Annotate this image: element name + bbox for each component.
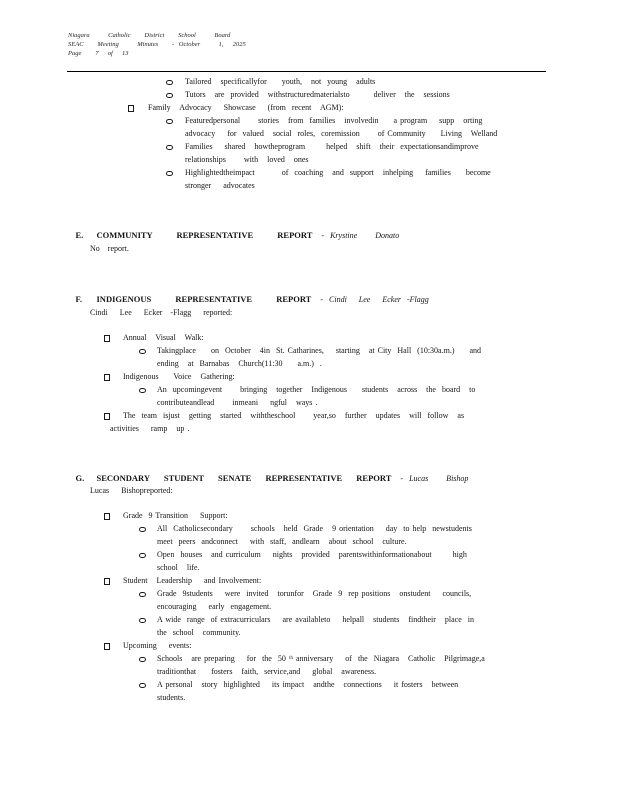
bullet-line <box>0 101 618 114</box>
bullet-line <box>0 331 618 344</box>
circle-bullet-icon <box>139 592 146 598</box>
list-text: Takingplace on October 4in St. Catharines, starting at City Hall (10:30a.m.) and <box>157 346 482 355</box>
list-text: meet peers andconnect with staff, andlearn about school culture. <box>157 537 407 546</box>
circle-bullet-icon <box>166 145 173 151</box>
sub-bullet-line <box>0 678 618 691</box>
circle-bullet-icon <box>166 119 173 125</box>
circle-bullet-icon <box>166 80 173 86</box>
section-letter: F. <box>75 294 83 304</box>
no-report-text: No report. <box>90 244 129 253</box>
page-header-line: Page 7 of 13 <box>68 50 129 57</box>
list-text: An upcomingevent bringing together Indigenous students across the board to <box>157 385 476 394</box>
list-text: activities ramp up . <box>110 424 190 433</box>
circle-bullet-icon <box>139 388 146 394</box>
section-heading-student-senate-report <box>0 459 618 483</box>
section-letter: G. <box>75 473 85 483</box>
bullet-line <box>0 639 618 652</box>
sub-bullet-line <box>0 114 618 127</box>
list-text: relationships with loved ones <box>185 155 309 164</box>
list-text: A wide range of extracurriculars are availableto helpall students findtheir place in <box>157 615 475 624</box>
list-text: advocacy for valued social roles, coremission of Community Living Welland <box>185 129 498 138</box>
square-bullet-icon <box>104 643 110 651</box>
circle-bullet-icon <box>139 683 146 689</box>
square-bullet-icon <box>104 513 110 521</box>
section-title: INDIGENOUS REPRESENTATIVE REPORT <box>96 294 312 304</box>
list-text: encouraging early engagement. <box>157 602 272 611</box>
header-rule <box>67 71 546 72</box>
section-author: - Cindi Lee Ecker -Flagg <box>320 295 429 304</box>
bullet-line <box>0 509 618 522</box>
list-text: Annual Visual Walk: <box>123 333 204 342</box>
section-title: SECONDARY STUDENT SENATE REPRESENTATIVE REPORT <box>96 473 392 483</box>
square-bullet-icon <box>104 374 110 382</box>
page-header-line: Niagara Catholic District School Board <box>68 32 231 39</box>
sub-bullet-line <box>0 75 618 88</box>
continuation-line <box>0 691 618 704</box>
circle-bullet-icon <box>139 618 146 624</box>
sub-bullet-line <box>0 166 618 179</box>
bullet-line <box>0 574 618 587</box>
circle-bullet-icon <box>166 93 173 99</box>
student-senate-report-list <box>0 509 618 704</box>
bullet-line <box>0 409 618 422</box>
section-author: - Krystine Donato <box>321 231 400 240</box>
continuation-line <box>0 153 618 166</box>
circle-bullet-icon <box>139 527 146 533</box>
list-text: Families shared howtheprogram helped shift their expectationsandimprove <box>185 142 479 151</box>
circle-bullet-icon <box>139 553 146 559</box>
page-header-line: SEAC Meeting Minutes - October 1, 2025 <box>68 41 246 48</box>
sub-bullet-line <box>0 383 618 396</box>
section-author: - Lucas Bishop <box>400 474 469 483</box>
square-bullet-icon <box>104 335 110 343</box>
bullet-line <box>0 370 618 383</box>
list-text: contributeandlead inmeani ngful ways . <box>157 398 318 407</box>
sub-bullet-line <box>0 344 618 357</box>
list-text: Grade 9 Transition Support: <box>123 511 228 520</box>
sub-bullet-line <box>0 522 618 535</box>
sub-bullet-line <box>0 88 618 101</box>
continuation-line <box>0 127 618 140</box>
circle-bullet-icon <box>139 349 146 355</box>
sub-bullet-line <box>0 652 618 665</box>
sub-bullet-line <box>0 587 618 600</box>
list-text: Schools are preparing for the 50 ᵗʰ anniversary of the Niagara Catholic Pilgrimage,a <box>157 654 485 663</box>
list-text: Highlightedtheimpact of coaching and support inhelping families become <box>185 168 491 177</box>
circle-bullet-icon <box>139 657 146 663</box>
reporter-intro-text: Lucas Bishopreported: <box>90 486 173 495</box>
list-text: A personal story highlighted its impact andthe connections it fosters between <box>157 680 459 689</box>
continuation-line <box>0 535 618 548</box>
list-text: Family Advocacy Showcase (from recent AGM): <box>148 103 344 112</box>
list-text: Tailored specificallyfor youth, not young adults <box>185 77 376 86</box>
continuation-line <box>0 357 618 370</box>
list-text: All Catholicsecondary schools held Grade 9 orientation day to help newstudents <box>157 524 472 533</box>
square-bullet-icon <box>128 105 134 113</box>
list-text: Upcoming events: <box>123 641 192 650</box>
list-text: Tutors are provided withstructuredmaterialsto deliver the sessions <box>185 90 450 99</box>
list-text: students. <box>157 693 186 702</box>
continuation-line <box>0 396 618 409</box>
list-text: Student Leadership and Involvement: <box>123 576 262 585</box>
continuation-line <box>0 179 618 192</box>
square-bullet-icon <box>104 578 110 586</box>
continuation-line <box>0 665 618 678</box>
agenda-continuation-list <box>0 75 618 192</box>
section-letter: E. <box>75 230 84 240</box>
list-text: school life. <box>157 563 200 572</box>
continuation-line <box>0 561 618 574</box>
square-bullet-icon <box>104 413 110 421</box>
continuation-line <box>0 626 618 639</box>
list-text: Open houses and curriculum nights provided parentswithinformationabout high <box>157 550 467 559</box>
list-text: traditionthat fosters faith, service,and global awareness. <box>157 667 377 676</box>
reporter-intro-text: Cindi Lee Ecker -Flagg reported: <box>90 308 233 317</box>
list-text: Featuredpersonal stories from families involvedin a program supp orting <box>185 116 483 125</box>
circle-bullet-icon <box>166 171 173 177</box>
sub-bullet-line <box>0 548 618 561</box>
list-text: the school community. <box>157 628 241 637</box>
section-heading-indigenous-report <box>0 280 618 304</box>
section-title: COMMUNITY REPRESENTATIVE REPORT <box>96 230 313 240</box>
list-text: Indigenous Voice Gathering: <box>123 372 235 381</box>
sub-bullet-line <box>0 140 618 153</box>
section-heading-community-report <box>0 216 618 240</box>
continuation-line <box>0 600 618 613</box>
list-text: Grade 9students were invited torunfor Grade 9 rep positions onstudent councils, <box>157 589 472 598</box>
list-text: ending at Barnabas Church(11:30 a.m.) . <box>157 359 322 368</box>
sub-bullet-line <box>0 613 618 626</box>
list-text: stronger advocates <box>185 181 255 190</box>
list-text: The team isjust getting started withtheschool year,so further updates will follow as <box>123 411 465 420</box>
page-header <box>0 31 618 58</box>
continuation-line <box>0 422 618 435</box>
indigenous-report-list <box>0 331 618 435</box>
